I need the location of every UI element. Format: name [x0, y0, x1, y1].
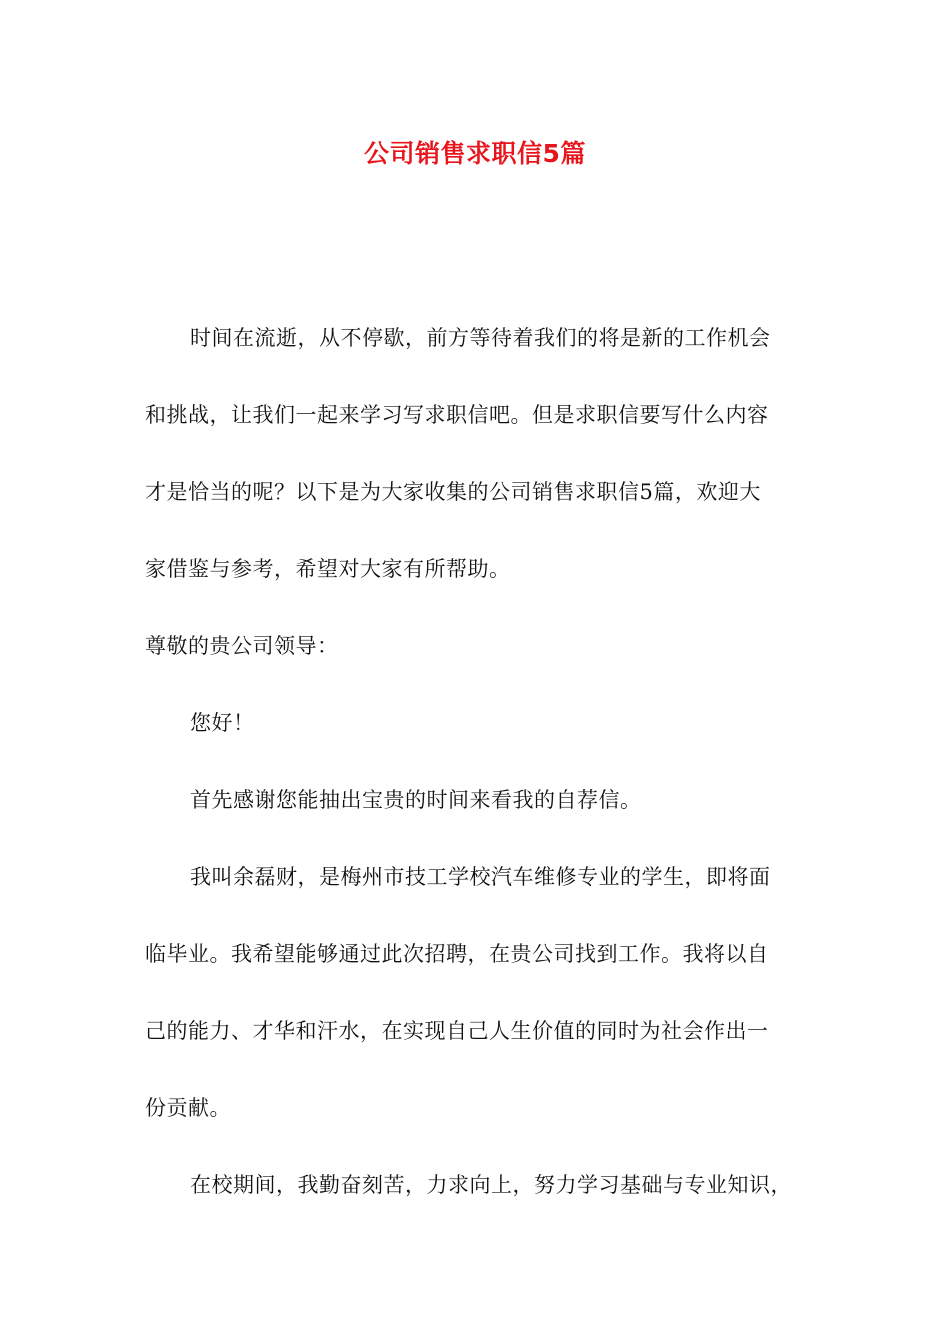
salutation: 尊敬的贵公司领导： [145, 634, 339, 658]
paragraph-line: 时间在流逝，从不停歇，前方等待着我们的将是新的工作机会 [190, 326, 771, 350]
greeting: 您好！ [190, 711, 255, 735]
paragraph-line: 我叫余磊财，是梅州市技工学校汽车维修专业的学生，即将面 [190, 865, 771, 889]
paragraph-line: 家借鉴与参考，希望对大家有所帮助。 [145, 557, 511, 581]
paragraph-line: 临毕业。我希望能够通过此次招聘，在贵公司找到工作。我将以自 [145, 942, 769, 966]
paragraph-line: 才是恰当的呢？以下是为大家收集的公司销售求职信5篇，欢迎大 [145, 480, 761, 504]
document-title: 公司销售求职信5篇 [364, 139, 586, 168]
paragraph-line: 份贡献。 [145, 1096, 231, 1120]
document-body [145, 300, 825, 1224]
paragraph-line: 己的能力、才华和汗水，在实现自己人生价值的同时为社会作出一 [145, 1019, 769, 1043]
paragraph-line: 首先感谢您能抽出宝贵的时间来看我的自荐信。 [190, 788, 642, 812]
paragraph-line: 和挑战，让我们一起来学习写求职信吧。但是求职信要写什么内容 [145, 403, 769, 427]
paragraph-line: 在校期间，我勤奋刻苦，力求向上，努力学习基础与专业知识， [190, 1173, 792, 1197]
